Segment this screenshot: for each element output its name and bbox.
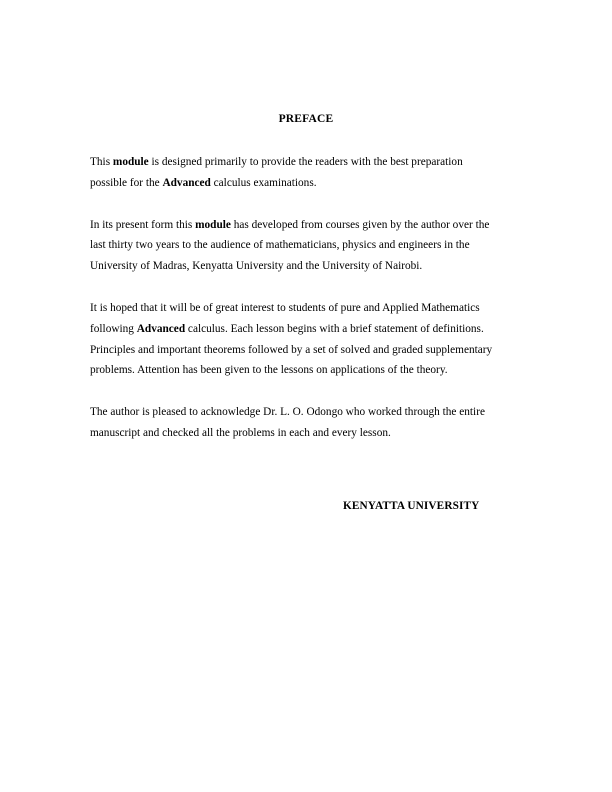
paragraph-4 xyxy=(90,402,530,444)
emphasized-text: module xyxy=(195,218,231,231)
paragraph-line xyxy=(90,256,530,277)
text-segment: Principles and important theorems followed by a set of solved and graded supplementary xyxy=(90,343,493,356)
emphasized-text: module xyxy=(112,156,149,168)
text-segment: This xyxy=(90,156,113,168)
paragraph-line xyxy=(90,215,530,236)
text-segment: It is hoped that it will be of great interest to students of pure and Applied Mathematics xyxy=(90,301,480,314)
paragraph-line xyxy=(90,423,530,444)
text-segment: The author is pleased to acknowledge Dr. L. O. Odongo who worked through the entire xyxy=(90,406,485,419)
text-segment: In its present form this xyxy=(90,218,196,231)
paragraph-line xyxy=(90,319,530,340)
paragraph-line xyxy=(90,235,530,256)
text-segment: manuscript and checked all the problems in each and every lesson. xyxy=(90,426,391,439)
paragraph-line xyxy=(90,298,530,319)
text-segment: problems. Attention has been given to the lessons on applications of the theory. xyxy=(90,364,448,377)
paragraph-2 xyxy=(90,215,530,277)
paragraph-line xyxy=(90,173,530,194)
text-segment: is designed primarily to provide the readers with the best preparation xyxy=(148,156,463,168)
text-segment: calculus examinations. xyxy=(210,176,317,189)
text-segment: University of Madras, Kenyatta University and the University of Nairobi. xyxy=(90,260,423,273)
paragraph-line xyxy=(90,152,530,173)
text-segment: possible for the xyxy=(90,176,163,189)
paragraph-3 xyxy=(90,298,530,381)
text-segment: has developed from courses given by the author over the xyxy=(230,218,490,231)
emphasized-text: Advanced xyxy=(162,176,211,189)
preface-body xyxy=(90,152,530,465)
paragraph-1 xyxy=(90,152,530,194)
paragraph-line xyxy=(90,340,530,361)
signature: KENYATTA UNIVERSITY xyxy=(343,500,480,512)
text-segment: calculus. Each lesson begins with a brief statement of definitions. xyxy=(185,322,484,335)
page-title: PREFACE xyxy=(278,113,334,125)
paragraph-line xyxy=(90,360,530,381)
text-segment: last thirty two years to the audience of mathematicians, physics and engineers in the xyxy=(90,239,470,252)
text-segment: following xyxy=(90,322,137,335)
paragraph-line xyxy=(90,402,530,423)
emphasized-text: Advanced xyxy=(136,322,186,335)
